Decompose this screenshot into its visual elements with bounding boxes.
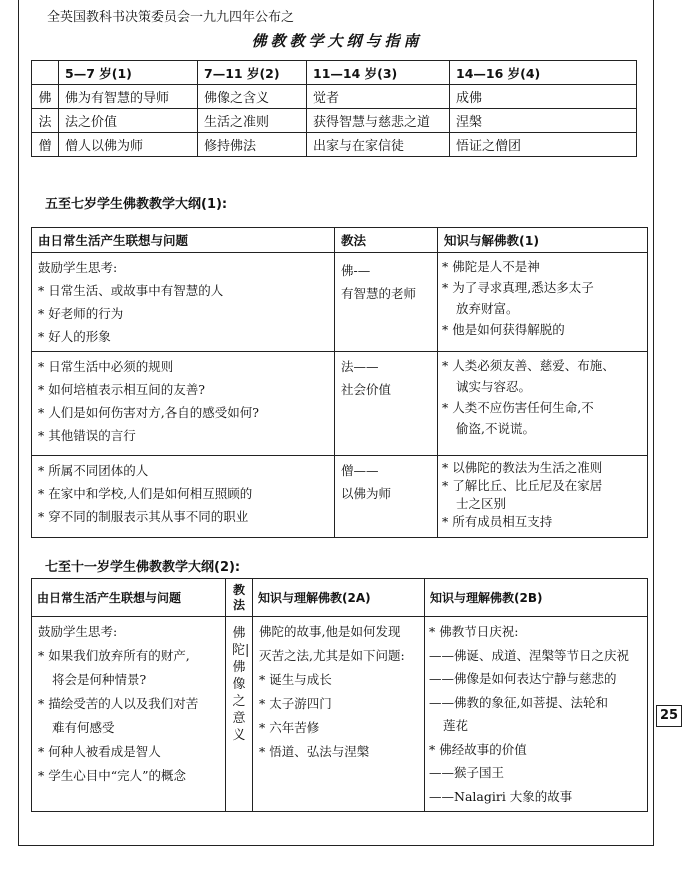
overview-row-label: 僧 [32, 133, 59, 157]
overview-header-col: 5—7 岁(1) [59, 61, 198, 85]
overview-table [31, 60, 637, 157]
page-frame [18, 0, 654, 846]
knowledge-line: ——Nalagiri 大象的故事 [429, 788, 573, 804]
knowledge-line: * 了解比丘、比丘尼及在家居 [442, 478, 603, 493]
syllabus1-header-questions: 由日常生活产生联想与问题 [32, 228, 335, 253]
syllabus1-method-cell [335, 253, 438, 352]
knowledge-line: * 太子游四门 [259, 696, 332, 711]
overview-cell: 法之价值 [59, 109, 198, 133]
knowledge-line: 莲花 [443, 718, 469, 733]
syllabus2-row [32, 617, 648, 812]
overview-cell: 成佛 [450, 85, 637, 109]
method-line: 有智慧的老师 [341, 286, 417, 301]
knowledge-line: * 六年苦修 [259, 720, 320, 735]
knowledge-line: * 悟道、弘法与涅槃 [259, 744, 370, 759]
knowledge-line: ——猴子国王 [429, 765, 505, 780]
question-line: * 穿不同的制服表示其从事不同的职业 [38, 509, 249, 524]
syllabus1-row-sangha [32, 456, 648, 538]
overview-header-col: 11—14 岁(3) [307, 61, 450, 85]
syllabus1-header-method: 教法 [335, 228, 438, 253]
syllabus1-row-dharma [32, 352, 648, 456]
question-line: * 好老师的行为 [38, 306, 124, 321]
syllabus2-header-method [226, 579, 253, 617]
syllabus1-table [31, 227, 648, 538]
question-line: * 所属不同团体的人 [38, 463, 149, 478]
knowledge-line: 士之区别 [456, 496, 507, 511]
overview-header-col: 7—11 岁(2) [198, 61, 307, 85]
syllabus1-header-knowledge: 知识与解佛教(1) [438, 228, 648, 253]
knowledge-line: * 所有成员相互支持 [442, 514, 553, 529]
overview-row [32, 109, 637, 133]
knowledge-line: 偷盗,不说谎。 [456, 421, 535, 436]
knowledge-line: * 为了寻求真理,悉达多太子 [442, 280, 594, 295]
syllabus1-row-buddha [32, 253, 648, 352]
method-line: 法—— [341, 359, 379, 374]
overview-cell: 出家与在家信徒 [307, 133, 450, 157]
method-line: 社会价值 [341, 382, 392, 397]
question-line: 鼓励学生思考: [38, 260, 118, 275]
overview-cell: 僧人以佛为师 [59, 133, 198, 157]
overview-cell: 涅槃 [450, 109, 637, 133]
knowledge-line: 放弃财富。 [456, 301, 519, 316]
question-line: * 日常生活中必须的规则 [38, 359, 174, 374]
syllabus1-method-cell [335, 456, 438, 538]
syllabus1-heading: 五至七岁学生佛教教学大纲(1): [45, 197, 228, 212]
syllabus2-heading: 七至十一岁学生佛教教学大纲(2): [45, 560, 241, 575]
overview-cell: 生活之准则 [198, 109, 307, 133]
method-line: 僧—— [341, 463, 379, 478]
syllabus2-header-knowledge-a: 知识与理解佛教(2A) [253, 579, 425, 617]
syllabus2-method-text: 佛陀|佛像之意义 [232, 626, 250, 743]
knowledge-line: * 佛经故事的价值 [429, 741, 527, 757]
question-line: * 如果我们放弃所有的财产, [38, 648, 190, 663]
knowledge-line: * 诞生与成长 [259, 672, 332, 687]
overview-cell: 佛为有智慧的导师 [59, 85, 198, 109]
question-line: 鼓励学生思考: [38, 624, 118, 639]
question-line: * 何种人被看成是智人 [38, 744, 161, 759]
syllabus2-method-cell [226, 617, 253, 812]
syllabus1-knowledge-cell [438, 352, 648, 456]
knowledge-line: 佛陀的故事,他是如何发现 [259, 624, 401, 639]
knowledge-line: * 佛教节日庆祝: [429, 624, 519, 639]
overview-cell: 佛像之含义 [198, 85, 307, 109]
syllabus2-questions-cell [32, 617, 226, 812]
syllabus1-questions-cell [32, 253, 335, 352]
question-line: * 人们是如何伤害对方,各自的感受如何? [38, 405, 259, 420]
question-line: * 好人的形象 [38, 329, 111, 344]
question-line: 将会是何种情景? [52, 672, 147, 687]
overview-header-col: 14—16 岁(4) [450, 61, 637, 85]
question-line: * 学生心目中“完人”的概念 [38, 768, 187, 783]
method-line: 以佛为师 [341, 486, 392, 501]
syllabus1-method-cell [335, 352, 438, 456]
syllabus2-header-knowledge-b: 知识与理解佛教(2B) [425, 579, 648, 617]
syllabus2-knowledge-a-cell [253, 617, 425, 812]
syllabus1-questions-cell [32, 352, 335, 456]
overview-row [32, 133, 637, 157]
intro-line: 全英国教科书决策委员会一九九四年公布之 [47, 10, 295, 25]
overview-cell: 修持佛法 [198, 133, 307, 157]
question-line: * 在家中和学校,人们是如何相互照顾的 [38, 486, 253, 501]
syllabus1-knowledge-cell [438, 253, 648, 352]
overview-row-label: 法 [32, 109, 59, 133]
overview-cell: 悟证之僧团 [450, 133, 637, 157]
syllabus2-table [31, 578, 648, 812]
syllabus1-questions-cell [32, 456, 335, 538]
knowledge-line: 诚实与容忍。 [456, 379, 532, 394]
overview-cell: 觉者 [307, 85, 450, 109]
syllabus1-knowledge-cell [438, 456, 648, 538]
knowledge-line: ——佛教的象征,如菩提、法轮和 [429, 694, 608, 710]
overview-header-row [32, 61, 637, 85]
knowledge-line: * 他是如何获得解脱的 [442, 322, 565, 337]
knowledge-line: * 人类不应伤害任何生命,不 [442, 400, 594, 415]
syllabus2-header-method-text: 教法 [232, 582, 245, 612]
overview-row-label: 佛 [32, 85, 59, 109]
question-line: * 日常生活、或故事中有智慧的人 [38, 283, 224, 298]
knowledge-line: * 人类必须友善、慈爱、布施、 [442, 358, 615, 373]
question-line: * 其他错误的言行 [38, 428, 136, 443]
overview-row [32, 85, 637, 109]
overview-header-corner [32, 61, 59, 85]
syllabus2-header-questions: 由日常生活产生联想与问题 [32, 579, 226, 617]
knowledge-line: * 以佛陀的教法为生活之准则 [442, 460, 603, 475]
question-line: * 如何培植表示相互间的友善? [38, 382, 205, 397]
question-line: * 描绘受苦的人以及我们对苦 [38, 696, 199, 711]
knowledge-line: ——佛诞、成道、涅槃等节日之庆祝 [429, 647, 630, 663]
knowledge-line: * 佛陀是人不是神 [442, 259, 540, 274]
syllabus1-header-row [32, 228, 648, 253]
method-line: 佛-— [341, 263, 371, 278]
overview-cell: 获得智慧与慈悲之道 [307, 109, 450, 133]
knowledge-line: 灭苦之法,尤其是如下问题: [259, 648, 405, 663]
document-title: 佛教教学大纲与指南 [251, 32, 423, 50]
question-line: 难有何感受 [52, 720, 115, 735]
syllabus2-header-row [32, 579, 648, 617]
syllabus2-knowledge-b-cell [425, 617, 648, 812]
knowledge-line: ——佛像是如何表达宁静与慈悲的 [429, 671, 617, 686]
page-number: 25 [656, 705, 682, 727]
